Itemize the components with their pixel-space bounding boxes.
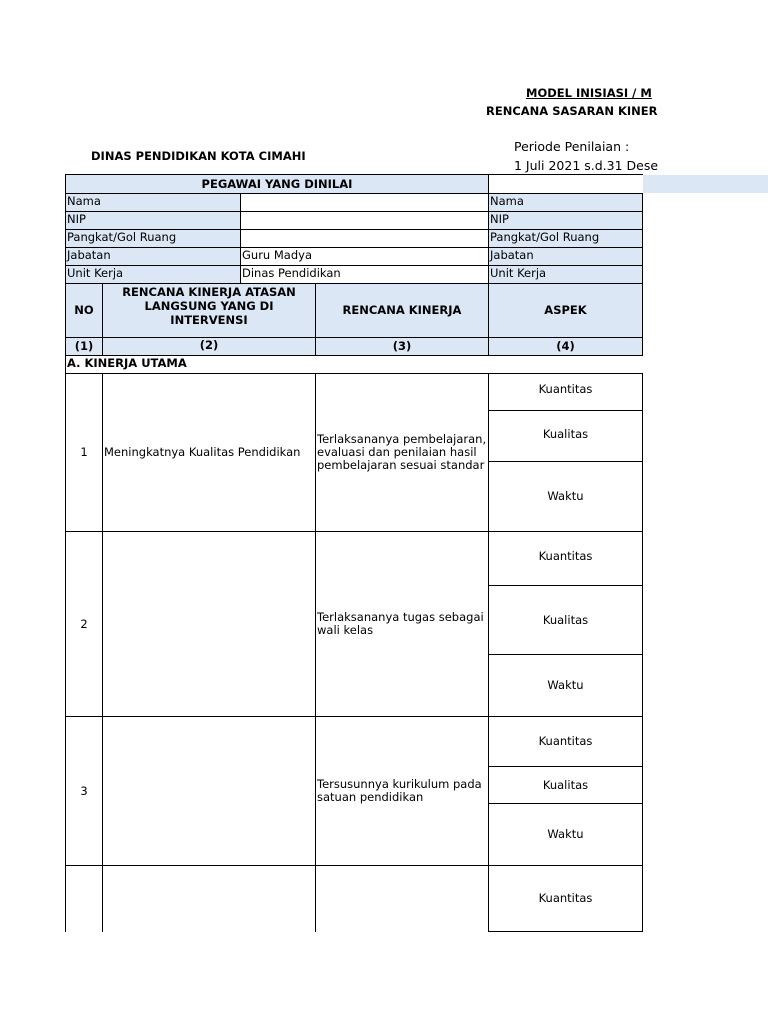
penilai-label-pangkat: Pangkat/Gol Ruang — [489, 230, 643, 248]
pegawai-value-pangkat[interactable] — [241, 230, 489, 248]
document-title: MODEL INISIASI / M — [526, 86, 652, 100]
item-rencana-atasan — [103, 866, 316, 932]
column-number-2: (2) — [103, 338, 316, 356]
pegawai-row — [66, 194, 643, 212]
item-aspek-kualitas: Kualitas — [489, 411, 643, 462]
column-header-no: NO — [66, 284, 103, 338]
penilai-label-jabatan: Jabatan — [489, 248, 643, 266]
periode-value: 1 Juli 2021 s.d.31 Dese — [514, 158, 659, 173]
item-aspek-kualitas: Kualitas — [489, 767, 643, 804]
pegawai-label-nama: Nama — [66, 194, 241, 212]
pegawai-row — [66, 266, 643, 284]
item-rencana-kinerja: Terlaksananya pembelajaran, evaluasi dan penilaian hasil pembelajaran sesuai standar — [316, 374, 489, 532]
column-header-rencana-atasan: RENCANA KINERJA ATASAN LANGSUNG YANG DI INTERVENSI — [103, 284, 316, 338]
item-rencana-kinerja: Tersusunnya kurikulum pada satuan pendidikan — [316, 717, 489, 866]
item-rencana-kinerja — [316, 866, 489, 932]
pegawai-right-header — [489, 175, 643, 194]
item-no: 2 — [66, 532, 103, 717]
skp-table — [65, 174, 643, 932]
organization-name: DINAS PENDIDIKAN KOTA CIMAHI — [91, 149, 306, 163]
pegawai-label-unit: Unit Kerja — [66, 266, 241, 284]
pegawai-value-nama[interactable] — [241, 194, 489, 212]
item-rencana-atasan: Meningkatnya Kualitas Pendidikan — [103, 374, 316, 532]
right-header-strip — [643, 175, 768, 193]
item-aspek-waktu: Waktu — [489, 655, 643, 717]
item-aspek-waktu: Waktu — [489, 462, 643, 532]
pegawai-value-jabatan[interactable]: Guru Madya — [241, 248, 489, 266]
item-rencana-kinerja: Terlaksananya tugas sebagai wali kelas — [316, 532, 489, 717]
periode-label: Periode Penilaian : — [514, 139, 630, 154]
pegawai-label-pangkat: Pangkat/Gol Ruang — [66, 230, 241, 248]
pegawai-value-nip[interactable] — [241, 212, 489, 230]
item-aspek-waktu: Waktu — [489, 804, 643, 866]
column-number-3: (3) — [316, 338, 489, 356]
penilai-label-nip: NIP — [489, 212, 643, 230]
column-header-rencana-kinerja: RENCANA KINERJA — [316, 284, 489, 338]
pegawai-section-title: PEGAWAI YANG DINILAI — [66, 175, 489, 194]
pegawai-label-nip: NIP — [66, 212, 241, 230]
item-rencana-atasan — [103, 717, 316, 866]
penilai-label-unit: Unit Kerja — [489, 266, 643, 284]
penilai-label-nama: Nama — [489, 194, 643, 212]
item-no: 3 — [66, 717, 103, 866]
column-number-1: (1) — [66, 338, 103, 356]
table-row — [66, 717, 643, 767]
pegawai-label-jabatan: Jabatan — [66, 248, 241, 266]
document-subtitle: RENCANA SASARAN KINER — [486, 104, 658, 118]
table-row — [66, 374, 643, 411]
column-header-aspek: ASPEK — [489, 284, 643, 338]
item-rencana-atasan — [103, 532, 316, 717]
table-row — [66, 866, 643, 932]
pegawai-row — [66, 248, 643, 266]
item-aspek-kuantitas: Kuantitas — [489, 866, 643, 932]
table-row — [66, 532, 643, 586]
pegawai-value-unit[interactable]: Dinas Pendidikan — [241, 266, 489, 284]
section-kinerja-utama: A. KINERJA UTAMA — [66, 356, 643, 374]
item-aspek-kuantitas: Kuantitas — [489, 374, 643, 411]
item-no: 1 — [66, 374, 103, 532]
column-number-4: (4) — [489, 338, 643, 356]
item-no — [66, 866, 103, 932]
item-aspek-kuantitas: Kuantitas — [489, 717, 643, 767]
pegawai-row — [66, 230, 643, 248]
item-aspek-kualitas: Kualitas — [489, 586, 643, 655]
item-aspek-kuantitas: Kuantitas — [489, 532, 643, 586]
pegawai-row — [66, 212, 643, 230]
